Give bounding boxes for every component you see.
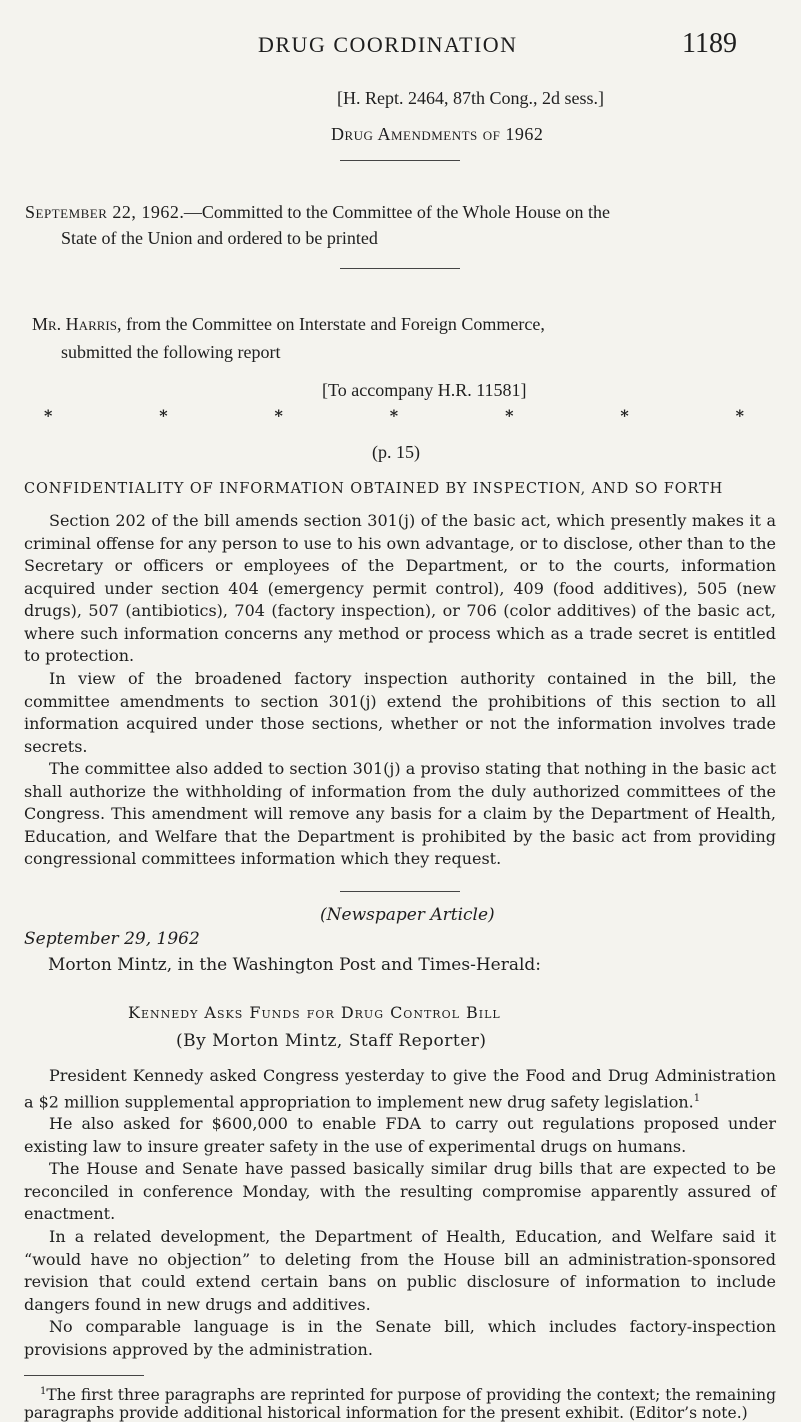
report-paragraph: Section 202 of the bill amends section 301(j) of the basic act, which presently makes it a criminal offense for any person to use to his own advantage, or to disclose, other than to the Secretary or officers or employees of the Department, or to the courts, information acquired under section 404 (emergency permit control), 409 (food additives), 505 (new drugs), 507 (antibiotics), 704 (factory inspection), or 706 (color additives) of the basic act, where such information concerns any method or process which as a trade secret is entitled to protection. <box>24 511 777 665</box>
footnote-text: The first three paragraphs are reprinted for purpose of providing the context; the remaining paragraphs provide additional historical information for the present exhibit. (Editor’s note.) <box>24 1386 776 1422</box>
report-paragraph: In view of the broadened factory inspection authority contained in the bill, the committee amendments to section 301(j) extend the prohibitions of this section to all information acquired under those sections, whether or not the information involves trade secrets. <box>24 669 776 756</box>
footnote-divider <box>24 1375 144 1376</box>
article-paragraph: The House and Senate have passed basically similar drug bills that are expected to be reconciled in conference Monday, with the resulting compromise apparently assured of enactment. <box>24 1159 776 1223</box>
article-headline: Kennedy Asks Funds for Drug Control Bill <box>128 1003 501 1022</box>
paragraph-text: President Kennedy asked Congress yesterday to give the Food and Drug Administration a $2 million supplemental appropriation to implement new drug safety legislation. <box>24 1066 776 1111</box>
article-paragraph: No comparable language is in the Senate bill, which includes factory-inspection provisions approved by the administration. <box>24 1317 776 1359</box>
star: * <box>735 406 744 425</box>
star: * <box>505 406 514 425</box>
star: * <box>44 406 53 425</box>
article-byline: (By Morton Mintz, Staff Reporter) <box>176 1031 487 1051</box>
submitted-line <box>32 314 545 335</box>
article-paragraph: He also asked for $600,000 to enable FDA to carry out regulations proposed under existing law to insure greater safety in the use of experimental drugs on humans. <box>24 1114 776 1156</box>
committed-date: September 22, 1962 <box>25 202 180 222</box>
star: * <box>159 406 168 425</box>
committed-line-2: State of the Union and ordered to be printed <box>61 228 378 248</box>
report-title: Drug Amendments of 1962 <box>331 124 544 144</box>
accompany-note: [To accompany H.R. 11581] <box>322 380 527 400</box>
committed-text: .—Committed to the Committee of the Whole House on the <box>179 202 611 222</box>
page-reference: (p. 15) <box>372 442 420 462</box>
star: * <box>389 406 399 425</box>
footnote-marker: 1 <box>40 1386 47 1397</box>
omission-stars <box>44 406 744 425</box>
footnote <box>24 1383 776 1422</box>
divider <box>340 160 460 161</box>
star: * <box>620 406 629 425</box>
footnote-ref: 1 <box>693 1092 701 1104</box>
running-head: DRUG COORDINATION <box>258 32 518 57</box>
submitted-line-2: submitted the following report <box>61 342 281 362</box>
article-date: September 29, 1962 <box>24 929 200 949</box>
page-number: 1189 <box>682 28 737 59</box>
article-paragraph <box>24 1065 776 1113</box>
star: * <box>274 406 283 425</box>
committed-line <box>25 202 610 223</box>
report-paragraph: The committee also added to section 301(j) a proviso stating that nothing in the basic act shall authorize the withholding of information from the duly authorized committees of the Congress. This amendment will remove any basis for a claim by the Department of Health, Education, and Welfare that the Department is prohibited by the basic act from providing congressional committees information which they request. <box>24 759 776 868</box>
divider <box>340 268 460 269</box>
divider <box>340 891 460 892</box>
section-heading: CONFIDENTIALITY OF INFORMATION OBTAINED BY INSPECTION, AND SO FORTH <box>24 481 724 497</box>
member-name: Mr. Harris <box>32 314 117 334</box>
report-citation: [H. Rept. 2464, 87th Cong., 2d sess.] <box>337 88 604 108</box>
article-paragraph: In a related development, the Department of Health, Education, and Welfare said it “would have no objection” to deleting from the House bill an administration-sponsored revision that could extend certain bans on public disclosure of information to include dangers found in new drugs and additives. <box>24 1227 776 1314</box>
submitted-text: , from the Committee on Interstate and Foreign Commerce, <box>116 314 545 334</box>
article-source: Morton Mintz, in the Washington Post and Times-Herald: <box>48 955 542 975</box>
newspaper-label: (Newspaper Article) <box>320 905 495 925</box>
